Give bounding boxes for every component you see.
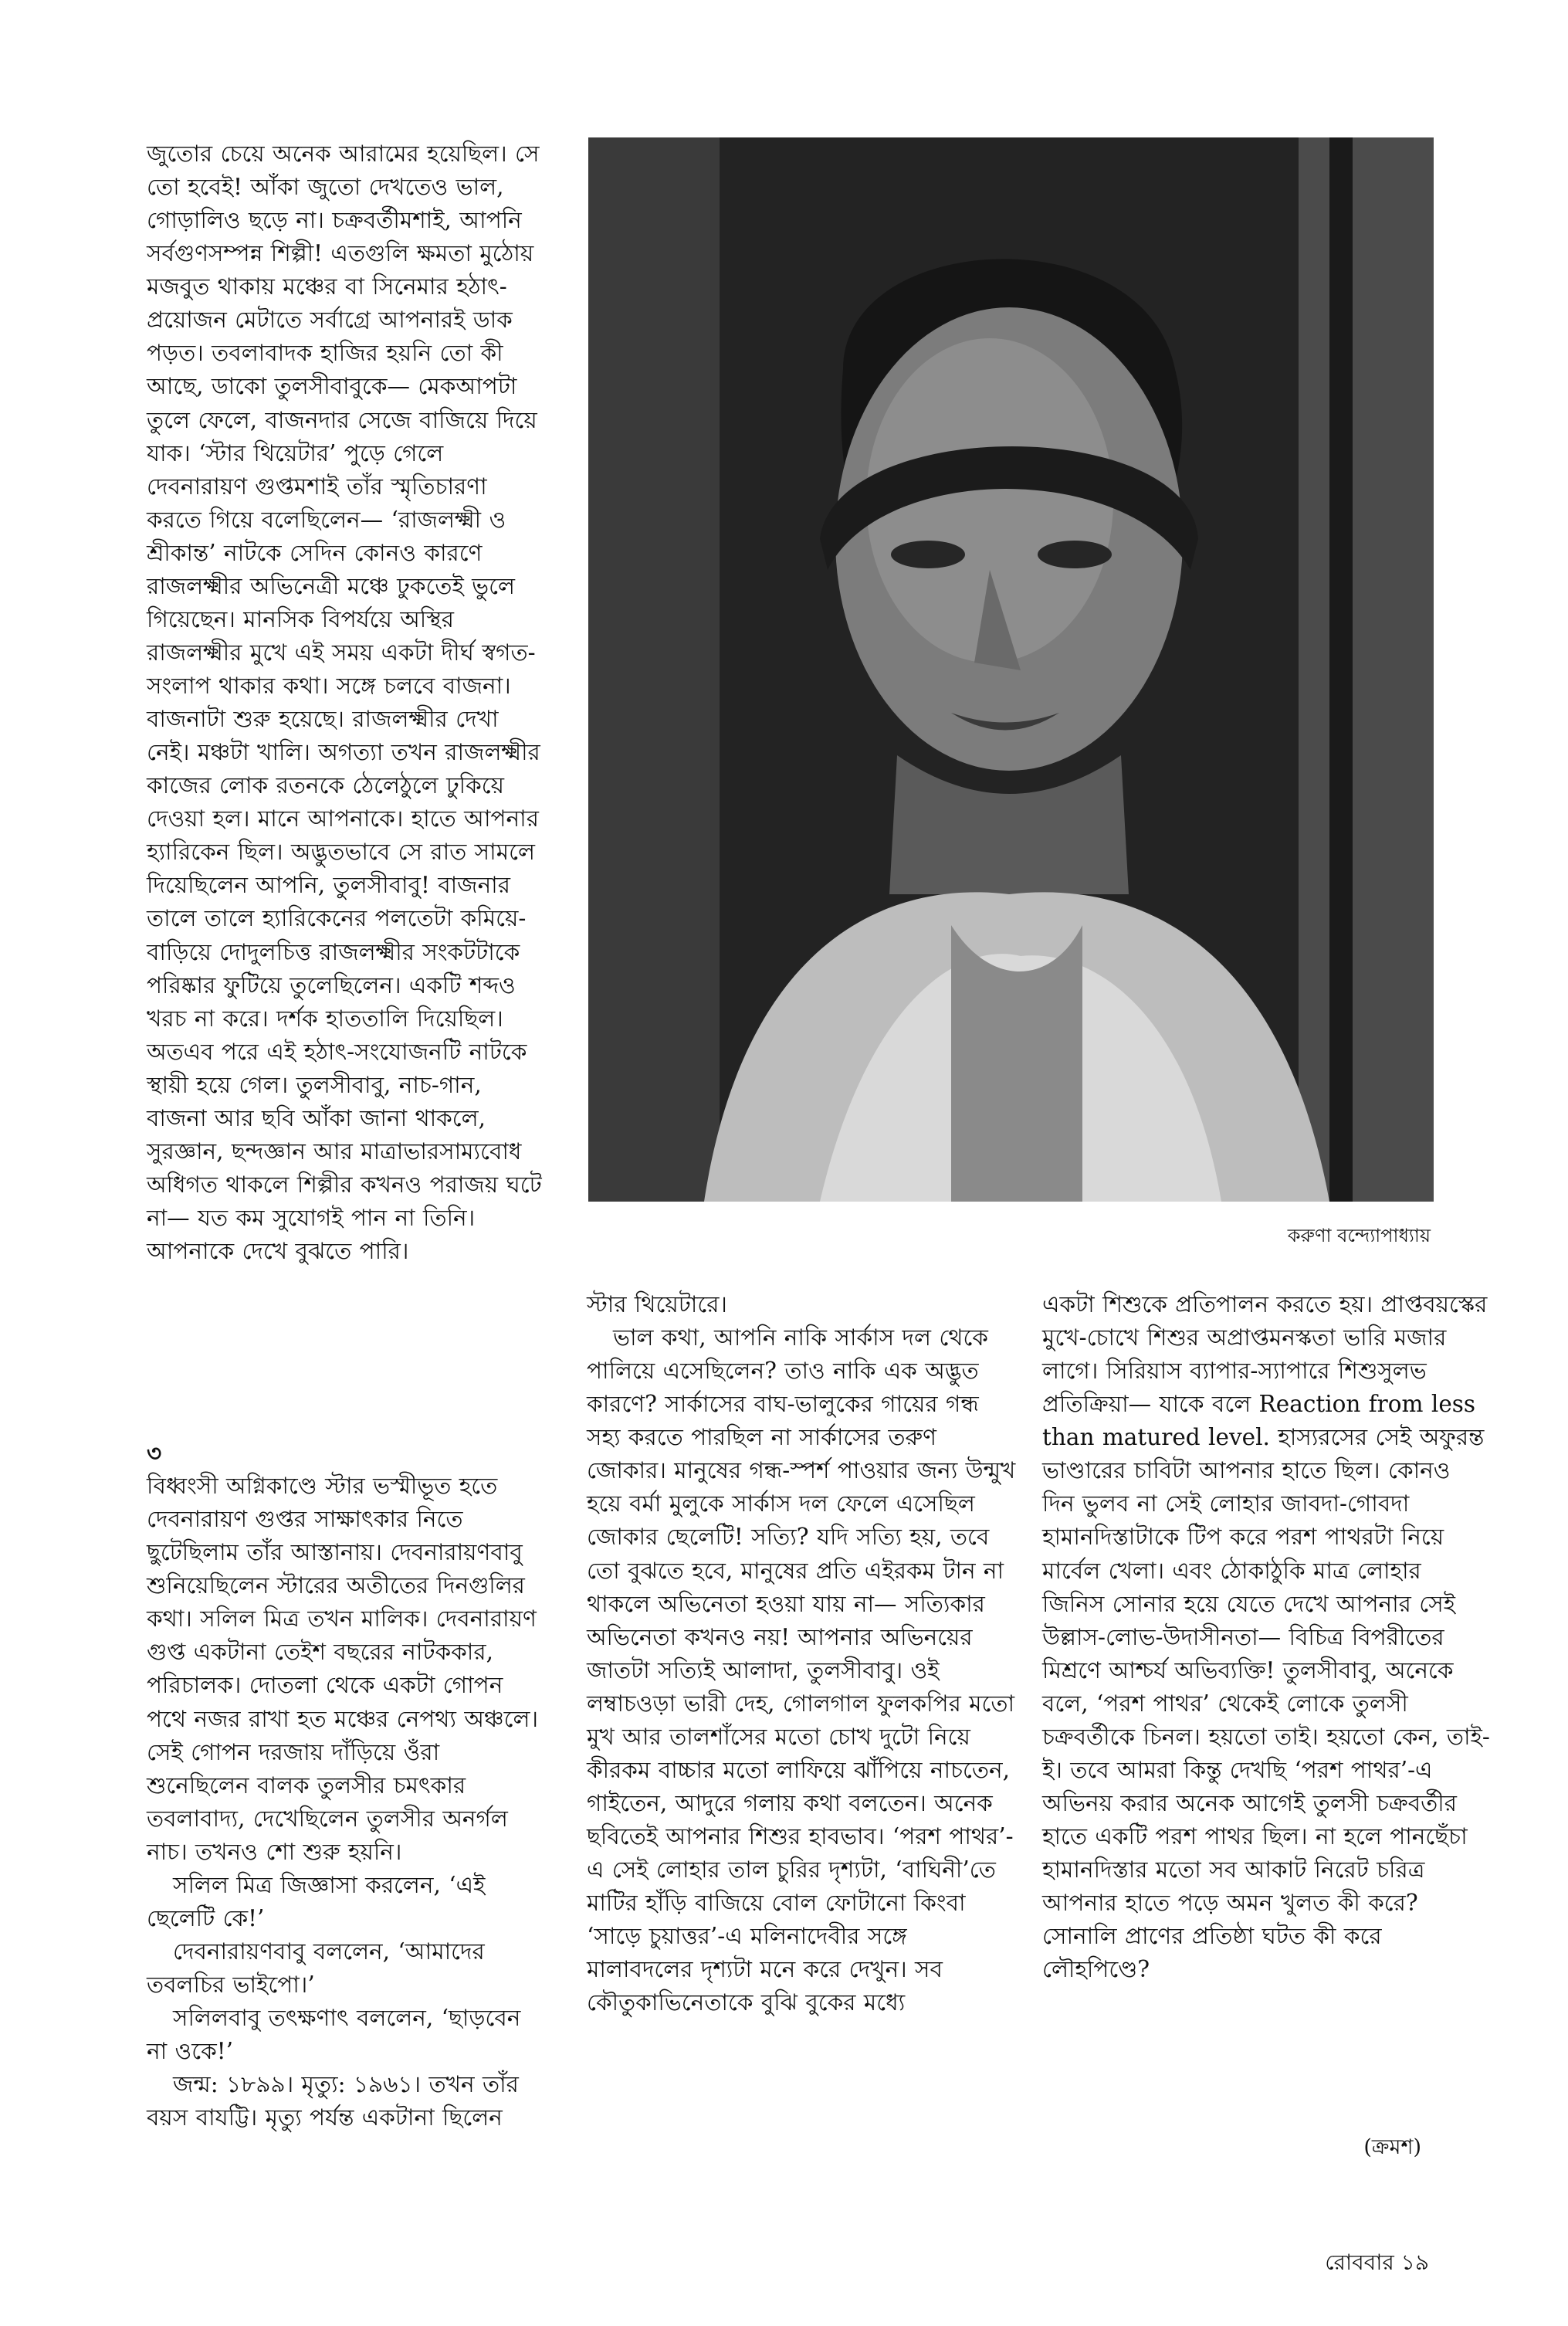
page-footer: রোববার ১৯ — [1325, 2250, 1429, 2275]
paragraph: সলিল মিত্র জিজ্ঞাসা করলেন, ‘এই ছেলেটি কে!’ — [147, 1871, 486, 1931]
paragraph: জন্ম: ১৮৯৯। মৃত্যু: ১৯৬১। তখন তাঁর বয়স বাযট্টি। মৃত্যু পর্যন্ত একটানা ছিলেন — [147, 2071, 519, 2131]
paragraph: জুতোর চেয়ে অনেক আরামের হয়েছিল। সে তো হবেই! আঁকা জুতো দেখতেও ভাল, গোড়ালিও ছড়ে না। চক্রবর্তীমশাই, আপনি সর্বগুণসম্পন্ন শিল্পী! এতগুলি ক্ষমতা মুঠোয় মজবুত থাকায় মঞ্চের বা সিনেমার হঠাৎ-প্রয়োজন মেটাতে সর্বাগ্রে আপনারই ডাক পড়ত। তবলাবাদক হাজির হয়নি তো কী আছে, ডাকো তুলসীবাবুকে— মেকআপটা তুলে ফেলে, বাজনদার সেজে বাজিয়ে দিয়ে যাক। ‘স্টার থিয়েটার’ পুড়ে গেলে দেবনারায়ণ গুপ্তমশাই তাঁর স্মৃতিচারণা করতে গিয়ে বলেছিলেন— ‘রাজলক্ষ্মী ও শ্রীকান্ত’ নাটকে সেদিন কোনও কারণে রাজলক্ষ্মীর অভিনেত্রী মঞ্চে ঢুকতেই ভুলে গিয়েছেন। মানসিক বিপর্যয়ে অস্থির রাজলক্ষ্মীর মুখে এই সময় একটা দীর্ঘ স্বগত-সংলাপ থাকার কথা। সঙ্গে চলবে বাজনা। বাজনাটা শুরু হয়েছে। রাজলক্ষ্মীর দেখা নেই। মঞ্চটা খালি। অগত্যা তখন রাজলক্ষ্মীর কাজের লোক রতনকে ঠেলেঠুলে ঢুকিয়ে দেওয়া হল। মানে আপনাকে। হাতে আপনার হ্যারিকেন ছিল। অদ্ভুতভাবে সে রাত সামলে দিয়েছিলেন আপনি, তুলসীবাবু! বাজনার তালে তালে হ্যারিকেনের পলতেটা কমিয়ে-বাড়িয়ে দোদুলচিত্ত রাজলক্ষ্মীর সংকটটাকে পরিষ্কার ফুটিয়ে তুলেছিলেন। একটি শব্দও খরচ না করে। দর্শক হাততালি দিয়েছিল। অতএব পরে এই হঠাৎ-সংযোজনটি নাটকে স্থায়ী হয়ে গেল। তুলসীবাবু, নাচ-গান, বাজনা আর ছবি আঁকা জানা থাকলে, সুরজ্ঞান, ছন্দজ্ঞান আর মাত্রাভারসাম্যবোধ অধিগত থাকলে শিল্পীর কখনও পরাজয় ঘটে না— যত কম সুযোগই পান না তিনি। আপনাকে দেখে বুঝতে পারি। — [147, 141, 542, 1265]
portrait-illustration — [588, 137, 1434, 1202]
paragraph: ভাল কথা, আপনি নাকি সার্কাস দল থেকে পালিয়ে এসেছিলেন? তাও নাকি এক অদ্ভুত কারণে? সার্কাসের বাঘ-ভালুকের গায়ের গন্ধ সহ্য করতে পারছিল না সার্কাসের তরুণ জোকার। মানুষের গন্ধ-স্পর্শ পাওয়ার জন্য উন্মুখ হয়ে বর্মা মুলুকে সার্কাস দল ফেলে এসেছিল জোকার ছেলেটি! সত্যি? যদি সত্যি হয়, তবে তো বুঝতে হবে, মানুষের প্রতি এইরকম টান না থাকলে অভিনেতা হওয়া যায় না— সত্যিকার অভিনেতা কখনও নয়! আপনার অভিনয়ের জাতটা সত্যিই আলাদা, তুলসীবাবু। ওই লম্বাচওড়া ভারী দেহ, গোলগাল ফুলকপির মতো মুখ আর তালশাঁসের মতো চোখ দুটো নিয়ে কীরকম বাচ্চার মতো লাফিয়ে ঝাঁপিয়ে নাচতেন, গাইতেন, আদুরে গলায় কথা বলতেন। অনেক ছবিতেই আপনার শিশুর হাবভাব। ‘পরশ পাথর’-এ সেই লোহার তাল চুরির দৃশ্যটা, ‘বাঘিনী’তে মাটির হাঁড়ি বাজিয়ে বোল ফোটানো কিংবা ‘সাড়ে চুয়াত্তর’-এ মলিনাদেবীর সঙ্গে মালাবদলের দৃশ্যটা মনে করে দেখুন। সব কৌতুকাভিনেতাকে বুঝি বুকের মধ্যে — [587, 1324, 1016, 2016]
to-be-continued-label: (ক্রমশ) — [1363, 2135, 1421, 2159]
article-column-right — [1042, 1288, 1490, 1986]
article-column-left-top — [147, 137, 548, 1268]
paragraph: একটা শিশুকে প্রতিপালন করতে হয়। প্রাপ্তবয়স্কের মুখে-চোখে শিশুর অপ্রাপ্তমনস্কতা ভারি মজার লাগে। সিরিয়াস ব্যাপার-স্যাপারে শিশুসুলভ প্রতিক্রিয়া— যাকে বলে Reaction from less than matured level. হাস্যরসের সেই অফুরন্ত ভাণ্ডারের চাবিটা আপনার হাতে ছিল। কোনও দিন ভুলব না সেই লোহার জাবদা-গোবদা হামানদিস্তাটাকে টিপ করে পরশ পাথরটা নিয়ে মার্বেল খেলা। এবং ঠোকাঠুকি মাত্র লোহার জিনিস সোনার হয়ে যেতে দেখে আপনার সেই উল্লাস-লোভ-উদাসীনতা— বিচিত্র বিপরীতের মিশ্রণে আশ্চর্য অভিব্যক্তি! তুলসীবাবু, অনেকে বলে, ‘পরশ পাথর’ থেকেই লোকে তুলসী চক্রবর্তীকে চিনল। হয়তো তাই। হয়তো কেন, তাই-ই। তবে আমরা কিন্তু দেখছি ‘পরশ পাথর’-এ অভিনয় করার অনেক আগেই তুলসী চক্রবর্তীর হাতে একটি পরশ পাথর ছিল। না হলে পানছেঁচা হামানদিস্তার মতো সব আকাট নিরেট চরিত্র আপনার হাতে পড়ে অমন খুলত কী করে? সোনালি প্রাণের প্রতিষ্ঠা ঘটত কী করে লৌহপিণ্ডে? — [1042, 1291, 1490, 1983]
paragraph: সলিলবাবু তৎক্ষণাৎ বললেন, ‘ছাড়বেন না ওকে!’ — [147, 2005, 521, 2065]
paragraph: দেবনারায়ণবাবু বললেন, ‘আমাদের তবলচির ভাইপো।’ — [147, 1938, 485, 1998]
portrait-photo — [588, 137, 1434, 1202]
article-column-middle — [587, 1288, 1019, 2019]
photo-caption: করুণা বন্দ্যোপাধ্যায় — [1287, 1225, 1431, 1246]
paragraph: স্টার থিয়েটারে। — [587, 1291, 727, 1317]
section-number: ৩ — [147, 1439, 162, 1466]
paragraph: বিধ্বংসী অগ্নিকাণ্ডে স্টার ভস্মীভূত হতে দেবনারায়ণ গুপ্তর সাক্ষাৎকার নিতে ছুটেছিলাম তাঁর আস্তানায়। দেবনারায়ণবাবু শুনিয়েছিলেন স্টারের অতীতের দিনগুলির কথা। সলিল মিত্র তখন মালিক। দেবনারায়ণ গুপ্ত একটানা তেইশ বছরের নাটককার, পরিচালক। দোতলা থেকে একটা গোপন পথে নজর রাখা হত মঞ্চের নেপথ্য অঞ্চলে। সেই গোপন দরজায় দাঁড়িয়ে ওঁরা শুনেছিলেন বালক তুলসীর চমৎকার তবলাবাদ্য, দেখেছিলেন তুলসীর অনর্গল নাচ। তখনও শো শুরু হয়নি। — [147, 1473, 539, 1865]
article-column-left-bottom — [147, 1436, 548, 2134]
